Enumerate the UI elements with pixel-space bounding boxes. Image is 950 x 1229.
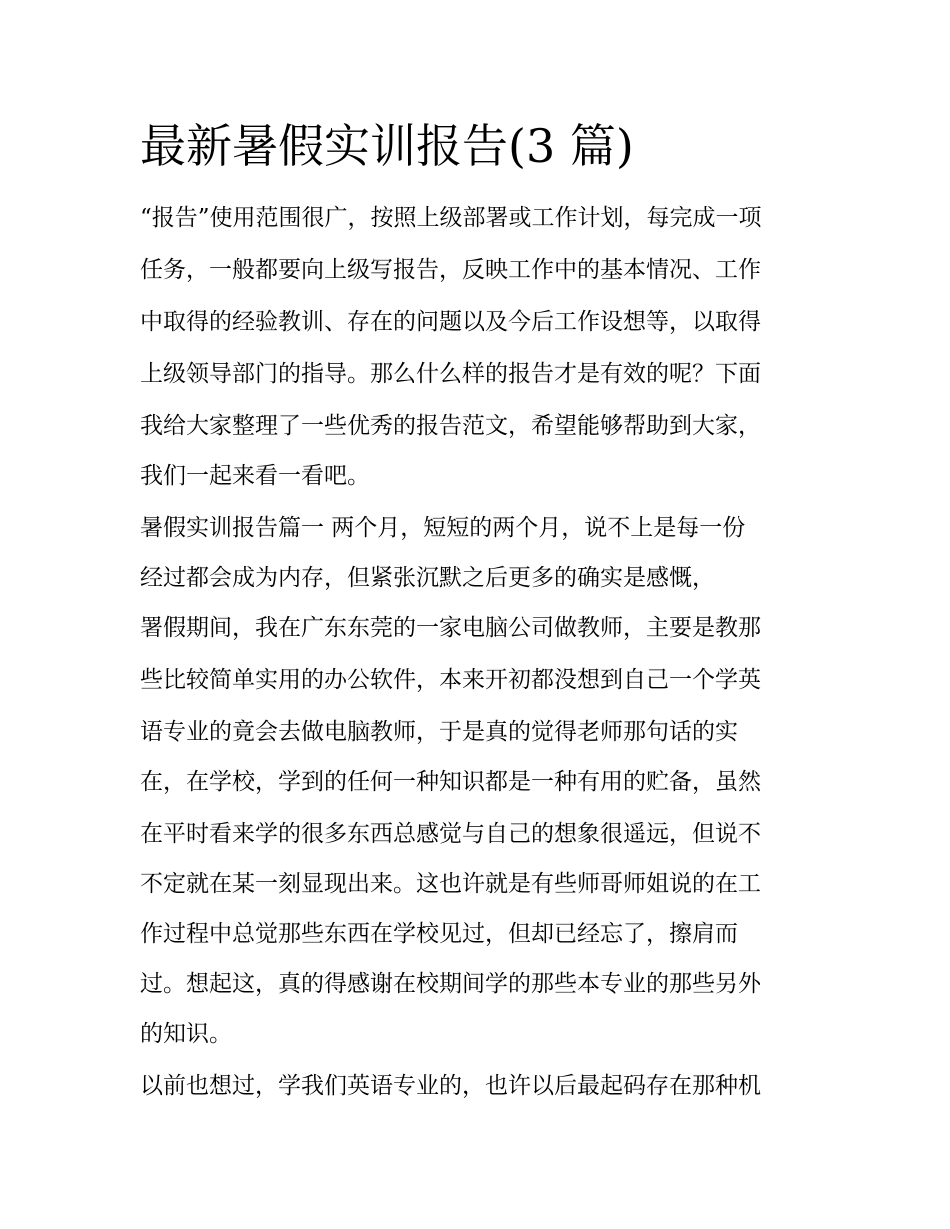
body-line-10: 些比较简单实用的办公软件，本来开初都没想到自己一个学英 [140, 667, 761, 693]
body-line-8: 经过都会成为内存，但紧张沉默之后更多的确实是感慨， [140, 565, 715, 591]
body-line-13: 在平时看来学的很多东西总感觉与自己的想象很遥远，但说不 [140, 821, 761, 847]
body-line-3: 中取得的经验教训、存在的问题以及今后工作设想等，以取得 [140, 309, 761, 335]
body-line-17: 的知识。 [140, 1021, 232, 1047]
body-line-5: 我给大家整理了一些优秀的报告范文，希望能够帮助到大家， [140, 413, 761, 439]
body-line-11: 语专业的竟会去做电脑教师，于是真的觉得老师那句话的实 [140, 719, 738, 745]
body-line-9: 署假期间，我在广东东莞的一家电脑公司做教师，主要是教那 [140, 615, 761, 641]
body-line-1: “报告”使用范围很广，按照上级部署或工作计划，每完成一项 [140, 205, 762, 231]
body-line-6: 我们一起来看一看吧。 [140, 463, 370, 489]
body-line-15: 作过程中总觉那些东西在学校见过，但却已经忘了，擦肩而 [140, 921, 738, 947]
body-line-7: 暑假实训报告篇一 两个月，短短的两个月，说不上是每一份 [140, 515, 746, 541]
body-line-18: 以前也想过，学我们英语专业的，也许以后最起码存在那种机 [140, 1073, 761, 1099]
document-title: 最新暑假实训报告(3 篇) [140, 119, 634, 173]
body-line-14: 不定就在某一刻显现出来。这也许就是有些师哥师姐说的在工 [140, 871, 761, 897]
body-line-4: 上级领导部门的指导。那么什么样的报告才是有效的呢？下面 [140, 361, 761, 387]
body-line-12: 在，在学校，学到的任何一种知识都是一种有用的贮备，虽然 [140, 769, 761, 795]
body-line-2: 任务，一般都要向上级写报告，反映工作中的基本情况、工作 [140, 257, 761, 283]
body-line-16: 过。想起这，真的得感谢在校期间学的那些本专业的那些另外 [140, 971, 761, 997]
